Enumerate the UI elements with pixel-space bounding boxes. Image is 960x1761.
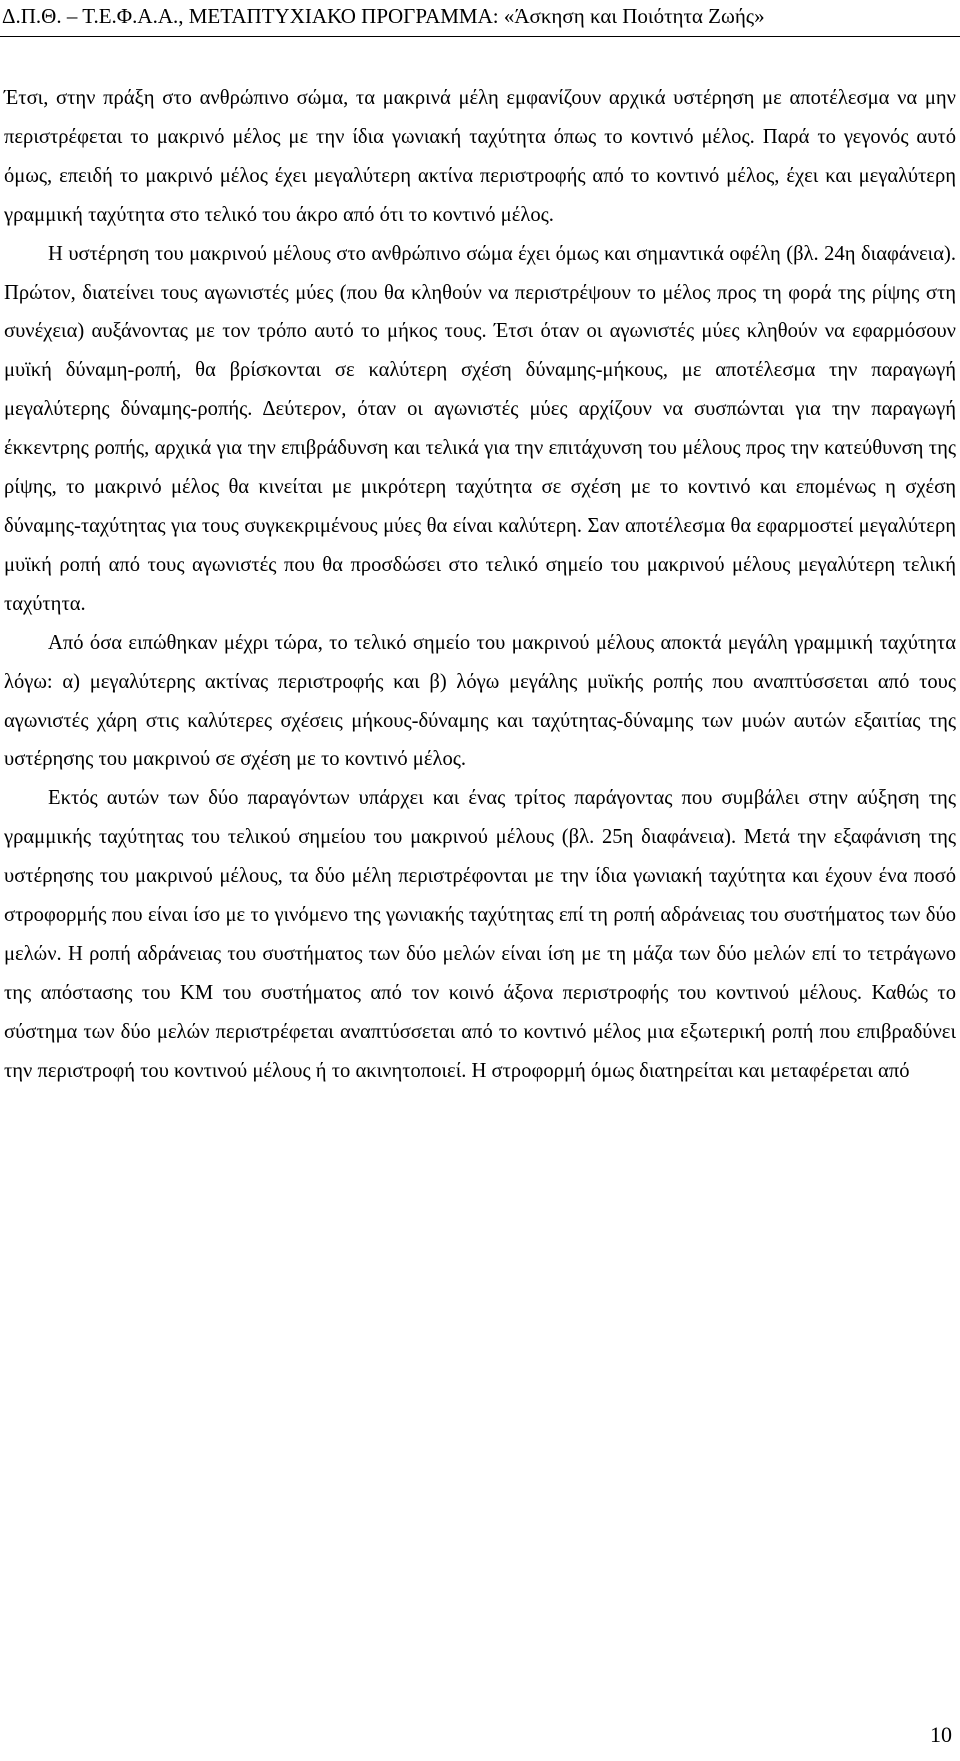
paragraph: Η υστέρηση του μακρινού μέλους στο ανθρώπινο σώμα έχει όμως και σημαντικά οφέλη (βλ. 24η διαφάνεια). Πρώτον, διατείνει τους αγωνιστές μύες (που θα κληθούν να περιστρέψουν το μέλος προς τη φορά της ρίψης στη συνέχεια) αυξάνοντας με τον τρόπο αυτό το μήκος τους. Έτσι όταν οι αγωνιστές μύες κληθούν να εφαρμόσουν μυϊκή δύναμη-ροπή, θα βρίσκονται σε καλύτερη σχέση δύναμης-μήκους, με αποτέλεσμα την παραγωγή μεγαλύτερης δύναμης-ροπής. Δεύτερον, όταν οι αγωνιστές μύες αρχίζουν να συσπώνται για την παραγωγή έκκεντρης ροπής, αρχικά για την επιβράδυνση και τελικά για την επιτάχυνση του μέλους προς την κατεύθυνση της ρίψης, το μακρινό μέλος θα κινείται με μικρότερη ταχύτητα σε σχέση με το κοντινό και επομένως η σχέση δύναμης-ταχύτητας για τους συγκεκριμένους μύες θα είναι καλύτερη. Σαν αποτέλεσμα θα εφαρμοστεί μεγαλύτερη μυϊκή ροπή από τους αγωνιστές που θα προσδώσει στο τελικό σημείο του μακρινού μέλους μεγαλύτερη τελική ταχύτητα. xyxy=(4,242,956,615)
paragraph: Έτσι, στην πράξη στο ανθρώπινο σώμα, τα μακρινά μέλη εμφανίζουν αρχικά υστέρηση με αποτέλεσμα να μην περιστρέφεται το μακρινό μέλος με την ίδια γωνιακή ταχύτητα όπως το κοντινό μέλος. Παρά το γεγονός αυτό όμως, επειδή το μακρινό μέλος έχει μεγαλύτερη ακτίνα περιστροφής από το κοντινό μέλος, έχει και μεγαλύτερη γραμμική ταχύτητα στο τελικό του άκρο από ότι το κοντινό μέλος. xyxy=(4,87,956,226)
page-number: 10 xyxy=(930,1722,952,1747)
paragraph: Από όσα ειπώθηκαν μέχρι τώρα, το τελικό σημείο του μακρινού μέλους αποκτά μεγάλη γραμμική ταχύτητα λόγω: α) μεγαλύτερης ακτίνας περιστροφής και β) λόγω μεγάλης μυϊκής ροπής που αναπτύσσεται από τους αγωνιστές χάρη στις καλύτερες σχέσεις μήκους-δύναμης και ταχύτητας-δύναμης των μυών αυτών εξαιτίας της υστέρησης του μακρινού σε σχέση με το κοντινό μέλος. xyxy=(4,631,956,771)
header-divider xyxy=(0,36,960,37)
running-header: Δ.Π.Θ. – Τ.Ε.Φ.Α.Α., ΜΕΤΑΠΤΥΧΙΑΚΟ ΠΡΟΓΡΑΜΜΑ: «Άσκηση και Ποιότητα Ζωής» xyxy=(2,4,765,28)
paragraph: Εκτός αυτών των δύο παραγόντων υπάρχει και ένας τρίτος παράγοντας που συμβάλει στην αύξηση της γραμμικής ταχύτητας του τελικού σημείου του μακρινού μέλους (βλ. 25η διαφάνεια). Μετά την εξαφάνιση της υστέρησης του μακρινού μέλους, τα δύο μέλη περιστρέφονται με την ίδια γωνιακή ταχύτητα και έχουν ένα ποσό στροφορμής που είναι ίσο με το γινόμενο της γωνιακής ταχύτητας επί τη ροπή αδράνειας του συστήματος των δύο μελών. Η ροπή αδράνειας του συστήματος των δύο μελών είναι ίση με τη μάζα των δύο μελών επί το τετράγωνο της απόστασης του ΚΜ του συστήματος από τον κοινό άξονα περιστροφής του κοντινού μέλους. Καθώς το σύστημα των δύο μελών περιστρέφεται αναπτύσσεται από το κοντινό μέλος μια εξωτερική ροπή που επιβραδύνει την περιστροφή του κοντινού μέλους ή το ακινητοποιεί. Η στροφορμή όμως διατηρείται και μεταφέρεται από xyxy=(4,787,956,1082)
body-text xyxy=(4,79,956,1091)
